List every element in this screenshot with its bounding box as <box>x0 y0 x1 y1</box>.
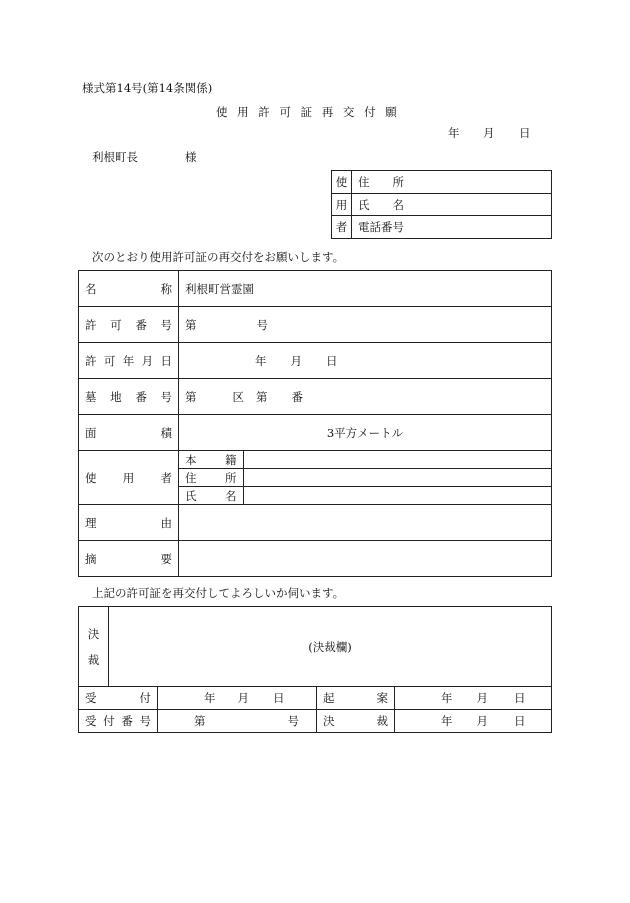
receipt-number-prefix: 第 <box>194 714 206 728</box>
decided-date <box>395 710 552 733</box>
permit-number-label: 許可番号 <box>79 307 179 343</box>
area-value: 3平方メートル <box>179 415 552 451</box>
plot-ban: 番 <box>291 389 303 404</box>
permit-number-value <box>179 307 552 343</box>
reason-label: 理 由 <box>79 505 179 541</box>
decision-area: (決裁欄) <box>109 607 552 687</box>
decided-label: 決裁 <box>317 710 395 733</box>
user-name-label: 氏名 <box>179 487 243 505</box>
date-day: 日 <box>519 126 531 140</box>
permit-date-year: 年 <box>255 353 267 368</box>
draft-year: 年 <box>441 691 453 705</box>
receipt-number-label: 受付番号 <box>79 710 158 733</box>
page-title: 使 用 許 可 証 再 交 付 願 <box>216 105 400 119</box>
addressee: 利根町長 <box>92 150 138 164</box>
domicile-label: 本籍 <box>179 451 243 469</box>
user-subtable-cell <box>179 451 552 505</box>
decision-table <box>78 606 552 687</box>
approval-note: 上記の許可証を再交付してよろしいか伺います。 <box>92 586 345 600</box>
received-year: 年 <box>204 691 216 705</box>
draft-day: 日 <box>514 691 526 705</box>
applicant-phone-label: 電話番号 <box>352 216 552 239</box>
draft-label: 起案 <box>317 687 395 710</box>
user-name-value <box>243 487 551 505</box>
honorific: 様 <box>185 150 197 164</box>
decision-label-char: 決 <box>87 626 100 641</box>
permit-date-month: 月 <box>290 353 302 368</box>
plot-dai2: 第 <box>256 389 268 404</box>
user-subtable <box>179 451 551 504</box>
plot-dai1: 第 <box>185 389 197 404</box>
permit-date-label: 許可年月日 <box>79 343 179 379</box>
main-table <box>78 270 552 577</box>
permit-date-value <box>179 343 552 379</box>
domicile-value <box>243 451 551 469</box>
received-month: 月 <box>237 691 249 705</box>
form-number: 様式第14号(第14条関係) <box>82 81 213 95</box>
permit-number-suffix: 号 <box>256 317 268 332</box>
receipt-number-value <box>158 710 317 733</box>
received-day: 日 <box>273 691 285 705</box>
date-year: 年 <box>448 126 460 140</box>
remarks-value <box>179 541 552 577</box>
decided-month: 月 <box>476 714 488 728</box>
remarks-label: 摘 要 <box>79 541 179 577</box>
permit-date-day: 日 <box>326 353 338 368</box>
reason-value <box>179 505 552 541</box>
applicant-group-char: 用 <box>332 194 352 216</box>
received-label: 受付 <box>79 687 158 710</box>
area-label: 面 積 <box>79 415 179 451</box>
decided-day: 日 <box>514 714 526 728</box>
intro-text: 次のとおり使用許可証の再交付をお願いします。 <box>92 250 345 264</box>
name-value: 利根町営霊園 <box>179 271 552 307</box>
received-date <box>158 687 317 710</box>
decision-label-char: 裁 <box>87 652 100 667</box>
decision-label <box>79 607 109 687</box>
plot-ku: 区 <box>232 389 244 404</box>
decided-year: 年 <box>441 714 453 728</box>
bottom-table <box>78 686 552 733</box>
applicant-address-label: 住 所 <box>352 171 552 194</box>
applicant-group-char: 者 <box>332 216 352 239</box>
user-address-label: 住所 <box>179 469 243 487</box>
plot-number-label: 墓地番号 <box>79 379 179 415</box>
user-address-value <box>243 469 551 487</box>
applicant-table <box>331 170 552 239</box>
user-label: 使用者 <box>79 451 179 505</box>
applicant-group-char: 使 <box>332 171 352 194</box>
name-label: 名 称 <box>79 271 179 307</box>
draft-date <box>395 687 552 710</box>
permit-number-prefix: 第 <box>185 317 197 332</box>
draft-month: 月 <box>476 691 488 705</box>
date-month: 月 <box>483 126 495 140</box>
receipt-number-suffix: 号 <box>287 714 299 728</box>
plot-number-value <box>179 379 552 415</box>
applicant-name-label: 氏 名 <box>352 194 552 216</box>
